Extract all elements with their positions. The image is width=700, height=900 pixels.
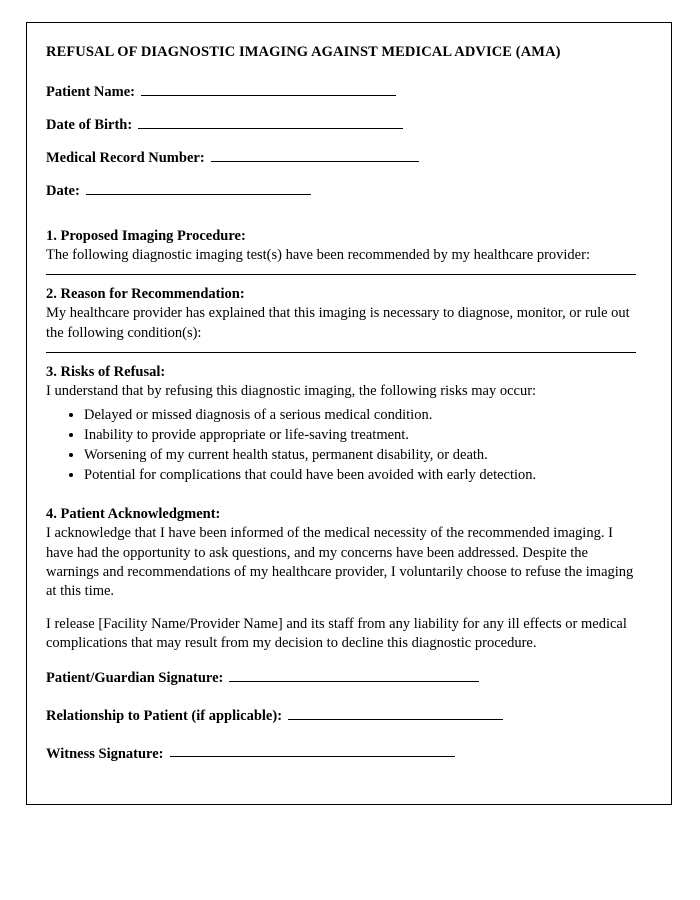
signature-witness-input[interactable] bbox=[170, 743, 455, 758]
signature-witness-label: Witness Signature: bbox=[46, 745, 164, 762]
signature-patient-guardian-input[interactable] bbox=[229, 667, 479, 682]
section-2-write-in-line[interactable] bbox=[46, 352, 636, 353]
section-4-heading: 4. Patient Acknowledgment: bbox=[46, 506, 221, 523]
list-item: • Delayed or missed diagnosis of a serious medical condition. bbox=[84, 406, 636, 425]
field-patient-name-label: Patient Name: bbox=[46, 84, 135, 101]
section-2-heading: 2. Reason for Recommendation: bbox=[46, 286, 245, 303]
page-title: REFUSAL OF DIAGNOSTIC IMAGING AGAINST MEDICAL ADVICE (AMA) bbox=[46, 44, 561, 60]
field-medical-record-number bbox=[46, 147, 636, 167]
section-1-heading: 1. Proposed Imaging Procedure: bbox=[46, 227, 246, 244]
section-proposed-imaging-procedure bbox=[46, 228, 636, 275]
signature-block bbox=[46, 667, 636, 762]
signature-relationship-input[interactable] bbox=[288, 705, 503, 720]
risks-list bbox=[46, 406, 636, 484]
signature-patient-guardian bbox=[46, 667, 636, 687]
document-content bbox=[46, 44, 636, 780]
section-risks-of-refusal bbox=[46, 364, 636, 485]
field-patient-name bbox=[46, 81, 636, 101]
field-date-of-birth-input[interactable] bbox=[138, 114, 403, 129]
signature-relationship bbox=[46, 705, 636, 725]
field-date-of-birth bbox=[46, 114, 636, 134]
section-3-body: I understand that by refusing this diagnostic imaging, the following risks may occur: bbox=[46, 382, 537, 399]
section-3-heading: 3. Risks of Refusal: bbox=[46, 363, 166, 380]
section-1-body: The following diagnostic imaging test(s) have been recommended by my healthcare provider: bbox=[46, 246, 590, 263]
section-reason-for-recommendation bbox=[46, 286, 636, 353]
list-item: • Potential for complications that could have been avoided with early detection. bbox=[84, 466, 636, 485]
section-4-body-2: I release [Facility Name/Provider Name] and its staff from any liability for any ill effects or medical complications that may result from my decision to decline this diagnostic procedure. bbox=[46, 615, 627, 651]
signature-relationship-label: Relationship to Patient (if applicable): bbox=[46, 707, 283, 724]
spacer bbox=[46, 485, 636, 499]
section-patient-acknowledgment bbox=[46, 506, 636, 653]
field-date-input[interactable] bbox=[86, 180, 311, 195]
field-medical-record-number-label: Medical Record Number: bbox=[46, 149, 205, 166]
spacer bbox=[46, 602, 636, 615]
field-medical-record-number-input[interactable] bbox=[211, 147, 419, 162]
field-date-of-birth-label: Date of Birth: bbox=[46, 117, 133, 134]
list-item: • Worsening of my current health status, permanent disability, or death. bbox=[84, 446, 636, 465]
field-patient-name-input[interactable] bbox=[141, 81, 396, 96]
section-4-body: I acknowledge that I have been informed of the medical necessity of the recommended imaging. I have had the opportunity to ask questions, and my concerns have been addressed. Despite the warnings and recommendations of my healthcare provider, I voluntarily choose to refuse the imaging at this time. bbox=[46, 525, 634, 600]
signature-witness bbox=[46, 743, 636, 763]
list-item: • Inability to provide appropriate or life-saving treatment. bbox=[84, 426, 636, 445]
signature-patient-guardian-label: Patient/Guardian Signature: bbox=[46, 669, 224, 686]
section-1-write-in-line[interactable] bbox=[46, 274, 636, 275]
section-2-body: My healthcare provider has explained that this imaging is necessary to diagnose, monitor, or rule out the following condition(s): bbox=[46, 305, 630, 341]
field-date-label: Date: bbox=[46, 182, 80, 199]
field-date bbox=[46, 180, 636, 200]
spacer bbox=[46, 213, 636, 221]
